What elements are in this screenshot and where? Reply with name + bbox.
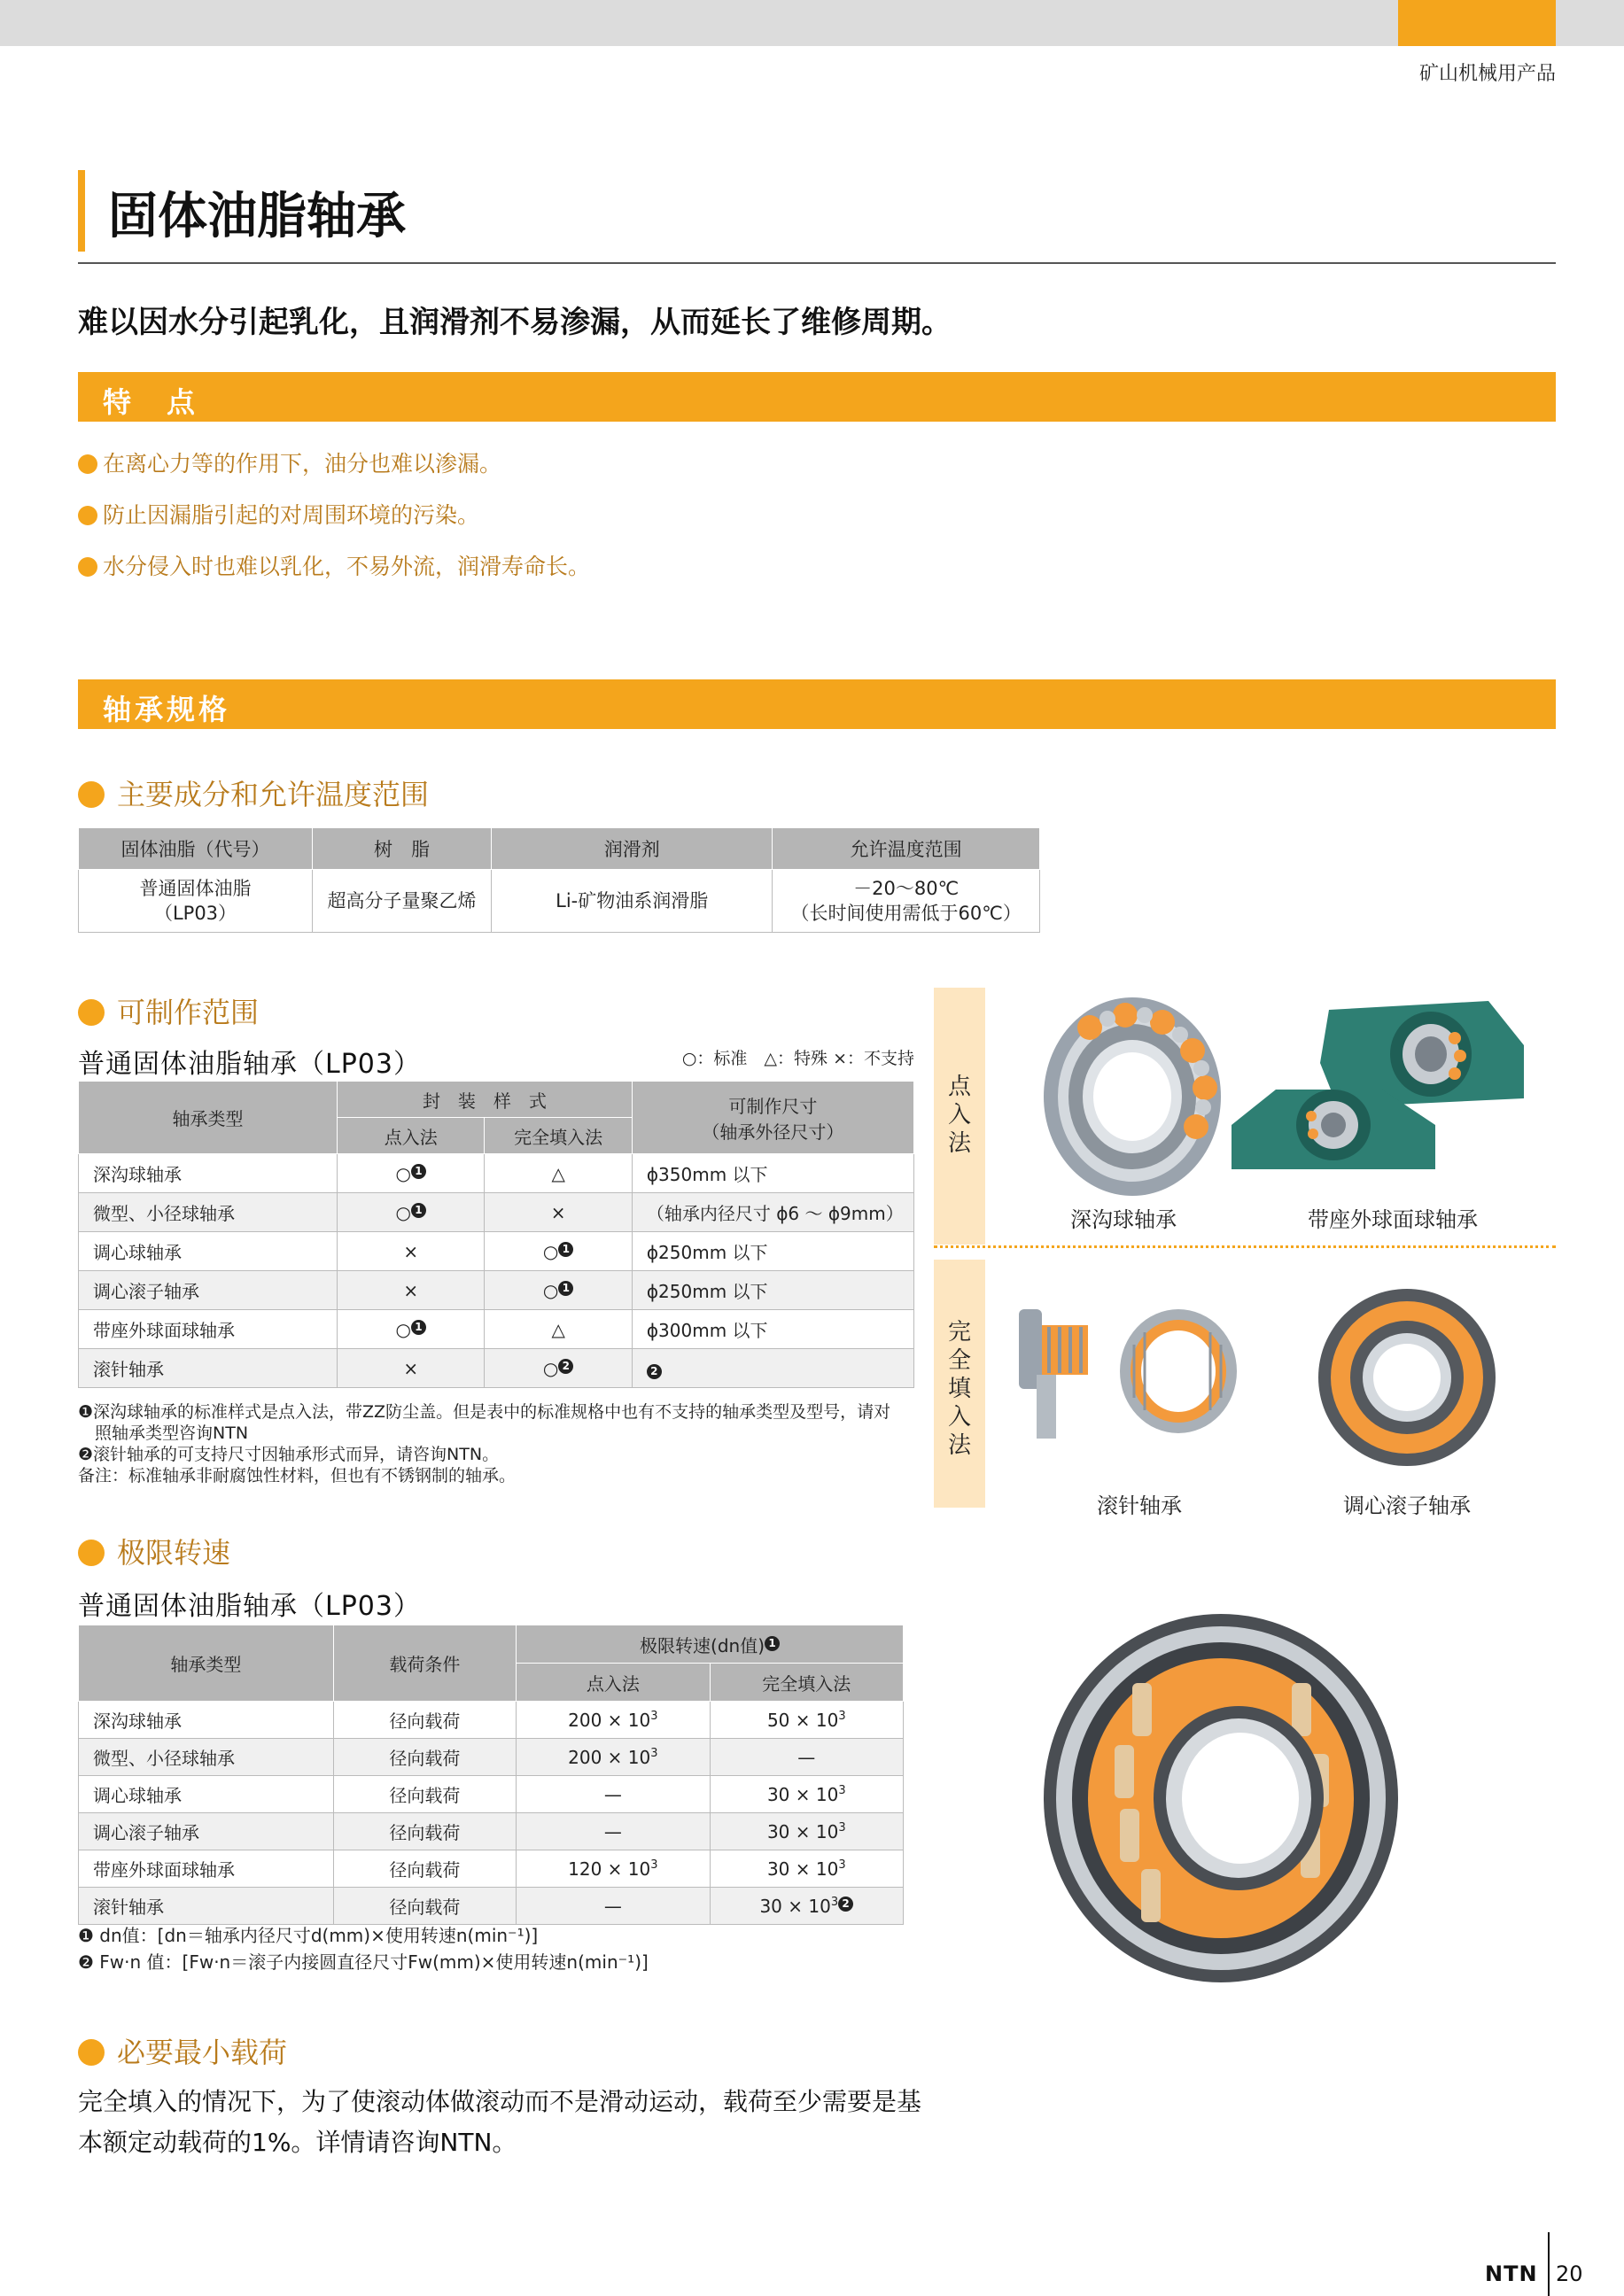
load-cell: 径向载荷 [333, 1888, 516, 1925]
full-speed-cell: $30 \times 10^3$ [710, 1813, 903, 1850]
caption-needle: 滚针轴承 [1097, 1493, 1182, 1518]
col-type: 轴承类型 [79, 1625, 334, 1702]
type-cell: 调心滚子轴承 [79, 1271, 338, 1310]
load-cell: 径向载荷 [333, 1813, 516, 1850]
full-speed-cell: $30 \times 10^3$ 2 [710, 1888, 903, 1925]
grease-cell: 普通固体油脂 （LP03） [79, 870, 313, 933]
type-cell: 深沟球轴承 [79, 1702, 334, 1739]
feature-item: 在离心力等的作用下，油分也难以渗漏。 [78, 446, 501, 478]
table-row [79, 870, 1040, 933]
point-cell: ○ 1 [338, 1310, 485, 1349]
table-row [79, 1154, 914, 1193]
full-speed-cell: $30 \times 10^3$ [710, 1776, 903, 1813]
load-cell: 径向载荷 [333, 1739, 516, 1776]
point-cell: ○ 1 [338, 1154, 485, 1193]
footnote-marker: 1 [411, 1203, 426, 1218]
page-rule [1548, 2232, 1550, 2296]
speed-table [78, 1625, 904, 1925]
large-spherical-roller-bearing-image [1035, 1603, 1407, 1993]
table-row [79, 1813, 904, 1850]
type-cell: 带座外球面球轴承 [79, 1850, 334, 1888]
footnote-marker: 1 [411, 1320, 426, 1335]
point-speed-cell: — [517, 1776, 710, 1813]
footnote-marker: 2 [558, 1359, 573, 1374]
full-fill-label-panel: 完 全 填 入 法 [934, 1260, 985, 1508]
load-cell: 径向载荷 [333, 1776, 516, 1813]
bullet-icon [78, 781, 105, 808]
category-label: 矿山机械用产品 [1418, 63, 1556, 85]
ntn-logo: NTN [1485, 2261, 1538, 2286]
bullet-icon [78, 1540, 105, 1566]
col-size: 可制作尺寸 （轴承外径尺寸） [632, 1082, 913, 1154]
symbol-legend: ○：标准 △：特殊 ×：不支持 [681, 1049, 914, 1068]
table-row [79, 1850, 904, 1888]
table-row [79, 1702, 904, 1739]
point-speed-cell: $200 \times 10^3$ [517, 1739, 710, 1776]
features-heading: 特 点 [103, 385, 199, 419]
full-cell: ○ 2 [485, 1349, 632, 1388]
col-resin: 树 脂 [313, 828, 492, 870]
type-cell: 深沟球轴承 [79, 1154, 338, 1193]
type-cell: 调心球轴承 [79, 1776, 334, 1813]
page-title: 固体油脂轴承 [108, 188, 406, 245]
size-cell: ϕ250mm 以下 [632, 1232, 913, 1271]
range-table [78, 1081, 914, 1388]
col-full: 完全填入法 [710, 1664, 903, 1702]
bullet-icon [78, 2039, 105, 2066]
table-row [79, 1776, 904, 1813]
composition-heading: 主要成分和允许温度范围 [78, 772, 429, 813]
resin-cell: 超高分子量聚乙烯 [313, 870, 492, 933]
point-speed-cell: — [517, 1888, 710, 1925]
footnote-marker: 1 [411, 1164, 426, 1179]
min-load-heading: 必要最小载荷 [78, 2030, 287, 2071]
point-speed-cell: $200 \times 10^3$ [517, 1702, 710, 1739]
bullet-icon [78, 506, 97, 525]
caption-mounted-unit: 带座外球面球轴承 [1308, 1207, 1478, 1232]
min-load-text: 完全填入的情况下，为了使滚动体做滚动而不是滑动运动，载荷至少需要是基 本额定动载荷的1%。详情请咨询NTN。 [78, 2087, 922, 2157]
size-cell: 2 [632, 1349, 913, 1388]
type-cell: 滚针轴承 [79, 1349, 338, 1388]
range-heading: 可制作范围 [78, 990, 259, 1031]
full-cell: △ [485, 1154, 632, 1193]
top-bar [0, 0, 1624, 46]
table-row [79, 1739, 904, 1776]
col-temp: 允许温度范围 [773, 828, 1040, 870]
col-point: 点入法 [338, 1118, 485, 1154]
type-cell: 调心球轴承 [79, 1232, 338, 1271]
full-speed-cell: $50 \times 10^3$ [710, 1702, 903, 1739]
speed-notes: ❶ dn值：[dn＝轴承内径尺寸d(mm)×使用转速n(min⁻¹)] ❷ Fw·n 值：[Fw·n＝滚子内接圆直径尺寸Fw(mm)×使用转速n(min⁻¹)] [78, 1925, 649, 1973]
size-cell: ϕ350mm 以下 [632, 1154, 913, 1193]
table-row [79, 1349, 914, 1388]
point-cell: × [338, 1232, 485, 1271]
full-cell: △ [485, 1310, 632, 1349]
table-row [79, 1888, 904, 1925]
point-cell: × [338, 1349, 485, 1388]
title-accent [78, 170, 85, 252]
load-cell: 径向载荷 [333, 1850, 516, 1888]
footnote-marker: 1 [558, 1242, 573, 1257]
bullet-icon [78, 454, 97, 474]
table-row [79, 1310, 914, 1349]
speed-table-title: 普通固体油脂轴承（LP03） [78, 1591, 421, 1622]
full-cell: ○ 1 [485, 1232, 632, 1271]
full-cell: ○ 1 [485, 1271, 632, 1310]
load-cell: 径向载荷 [333, 1702, 516, 1739]
top-accent-block [1398, 0, 1556, 46]
size-cell: ϕ250mm 以下 [632, 1271, 913, 1310]
feature-item: 水分侵入时也难以乳化，不易外流，润滑寿命长。 [78, 549, 590, 581]
bullet-icon [78, 557, 97, 577]
page-number: 20 [1556, 2261, 1583, 2286]
col-lubricant: 润滑剂 [492, 828, 773, 870]
col-type: 轴承类型 [79, 1082, 338, 1154]
caption-deep-groove: 深沟球轴承 [1070, 1207, 1177, 1232]
deep-groove-ball-bearing-image [1028, 983, 1240, 1205]
range-notes: ❶深沟球轴承的标准样式是点入法，带ZZ防尘盖。但是表中的标准规格中也有不支持的轴承类型及型号，请对 照轴承类型咨询NTN ❷滚针轴承的可支持尺寸因轴承形式而异，请咨询NTN。 备注：标准轴承非耐腐蚀性材料，但也有不锈钢制的轴承。 [78, 1402, 891, 1485]
footnote-marker: 2 [838, 1897, 853, 1912]
col-load: 载荷条件 [333, 1625, 516, 1702]
needle-roller-bearing-image [1001, 1283, 1249, 1451]
point-cell: ○ 1 [338, 1193, 485, 1232]
mounted-ball-bearing-unit-image [1223, 992, 1550, 1196]
title-rule [78, 262, 1556, 264]
col-limit: 极限转速(dn值) 1 [517, 1625, 904, 1664]
col-full: 完全填入法 [485, 1118, 632, 1154]
caption-spherical: 调心滚子轴承 [1343, 1493, 1471, 1518]
type-cell: 带座外球面球轴承 [79, 1310, 338, 1349]
composition-table [78, 827, 1040, 933]
figure-divider [934, 1245, 1556, 1248]
lead-text: 难以因水分引起乳化，且润滑剂不易渗漏，从而延长了维修周期。 [78, 305, 952, 340]
type-cell: 滚针轴承 [79, 1888, 334, 1925]
type-cell: 微型、小径球轴承 [79, 1193, 338, 1232]
spec-heading: 轴承规格 [103, 693, 231, 726]
features-band [78, 372, 1556, 422]
table-row [79, 1271, 914, 1310]
temp-cell: －20～80℃ （长时间使用需低于60℃） [773, 870, 1040, 933]
col-seal: 封 装 样 式 [338, 1082, 633, 1118]
full-cell: × [485, 1193, 632, 1232]
spec-band [78, 679, 1556, 729]
feature-item: 防止因漏脂引起的对周围环境的污染。 [78, 498, 479, 530]
full-speed-cell: — [710, 1739, 903, 1776]
point-speed-cell: $120 \times 10^3$ [517, 1850, 710, 1888]
type-cell: 调心滚子轴承 [79, 1813, 334, 1850]
size-cell: （轴承内径尺寸 ϕ6 ～ ϕ9mm） [632, 1193, 913, 1232]
table-row [79, 1232, 914, 1271]
col-grease: 固体油脂（代号） [79, 828, 313, 870]
range-table-title: 普通固体油脂轴承（LP03） [78, 1049, 421, 1080]
speed-heading: 极限转速 [78, 1531, 230, 1571]
lubricant-cell: Li-矿物油系润滑脂 [492, 870, 773, 933]
col-point: 点入法 [517, 1664, 710, 1702]
table-row [79, 1193, 914, 1232]
type-cell: 微型、小径球轴承 [79, 1739, 334, 1776]
full-speed-cell: $30 \times 10^3$ [710, 1850, 903, 1888]
spherical-roller-bearing-image [1309, 1284, 1504, 1479]
bullet-icon [78, 999, 105, 1026]
point-fill-label-panel: 点 入 法 [934, 988, 985, 1245]
footnote-marker: 1 [558, 1281, 573, 1296]
point-speed-cell: — [517, 1813, 710, 1850]
point-cell: × [338, 1271, 485, 1310]
size-cell: ϕ300mm 以下 [632, 1310, 913, 1349]
